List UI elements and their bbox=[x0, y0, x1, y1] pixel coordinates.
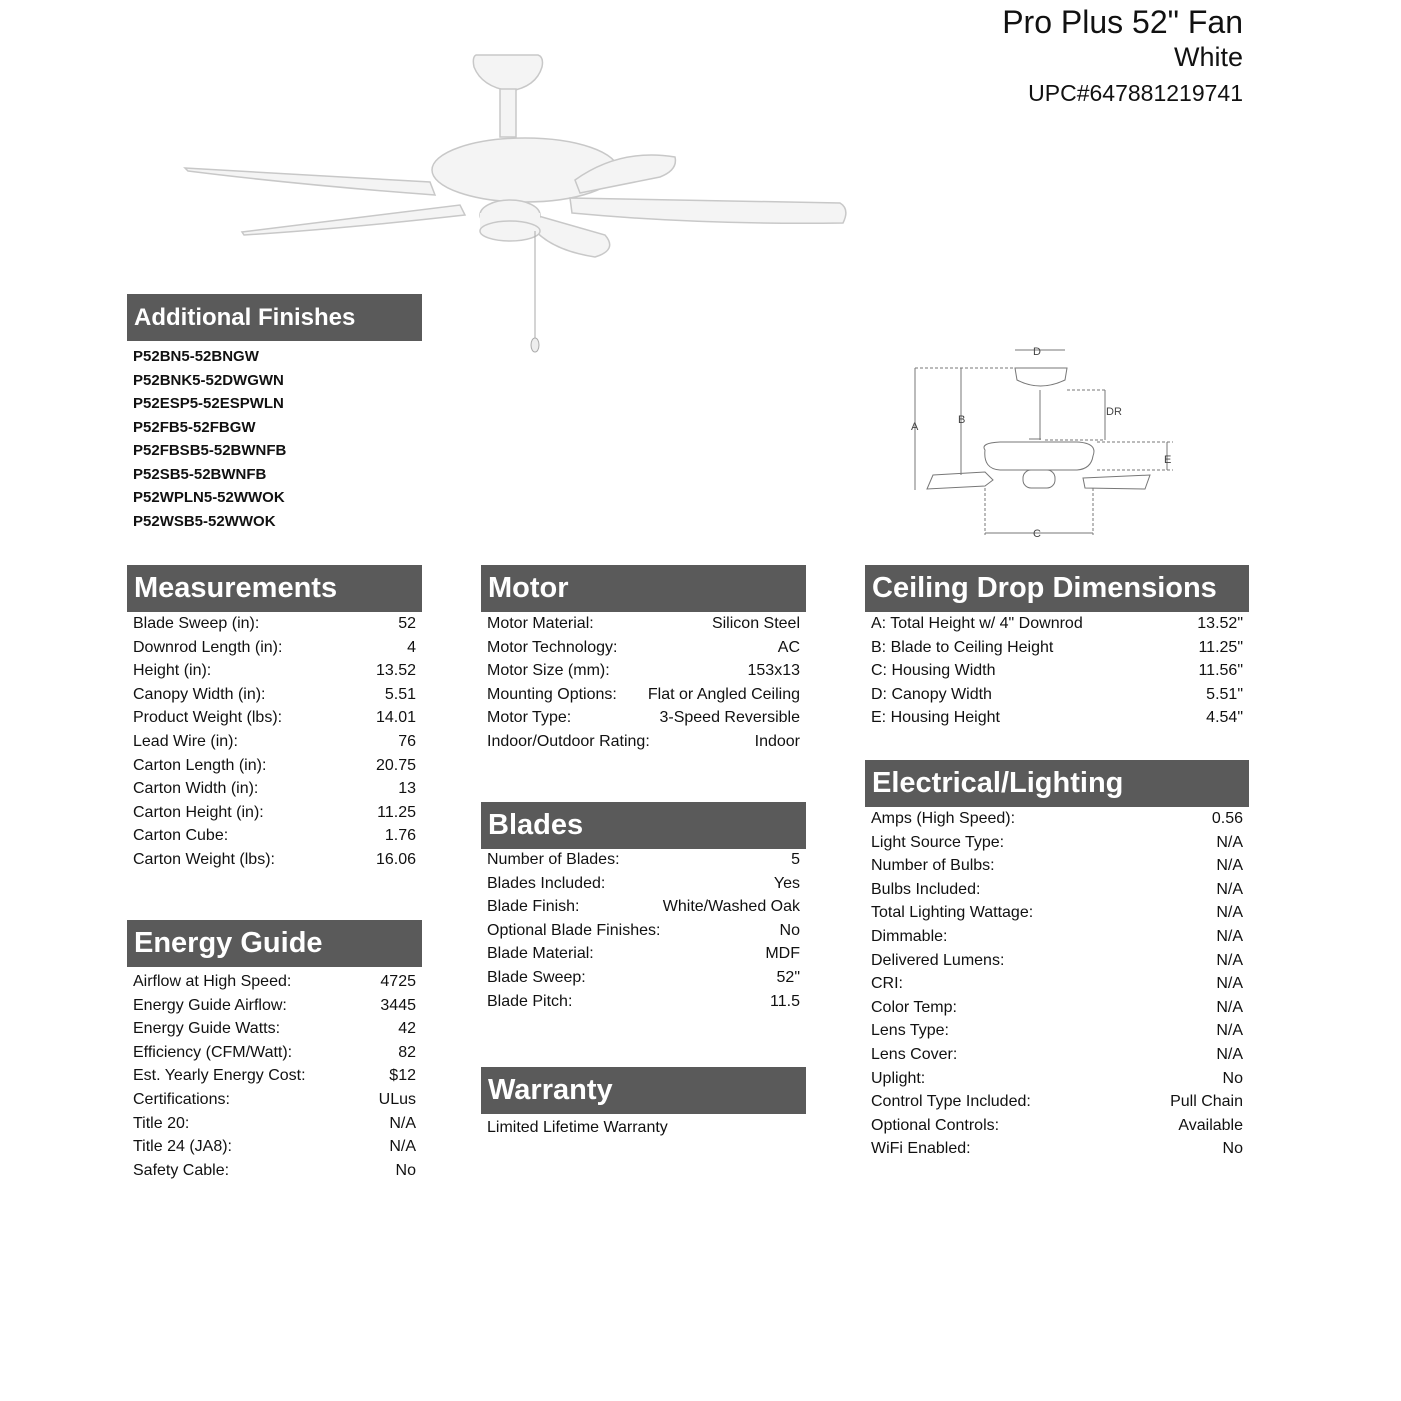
finish-item: P52WPLN5-52WWOK bbox=[133, 489, 285, 506]
spec-value: N/A bbox=[1216, 975, 1243, 993]
spec-row bbox=[487, 848, 800, 872]
spec-value: N/A bbox=[1216, 857, 1243, 875]
spec-label: Blade Material: bbox=[487, 945, 594, 963]
spec-row bbox=[871, 949, 1243, 973]
spec-label: Carton Length (in): bbox=[133, 756, 267, 774]
measurements-header: Measurements bbox=[127, 565, 422, 612]
spec-label: Motor Technology: bbox=[487, 638, 618, 656]
spec-row bbox=[133, 1112, 416, 1136]
spec-label: Blade Pitch: bbox=[487, 992, 573, 1010]
finish-item: P52FBSB5-52BWNFB bbox=[133, 442, 287, 459]
spec-row bbox=[487, 872, 800, 896]
spec-label: Canopy Width (in): bbox=[133, 685, 266, 703]
diagram-label-dr: DR bbox=[1106, 406, 1122, 418]
additional-finishes-list bbox=[133, 345, 286, 533]
spec-label: Downrod Length (in): bbox=[133, 638, 283, 656]
spec-value: N/A bbox=[1216, 927, 1243, 945]
blades-table bbox=[487, 848, 800, 1013]
spec-row bbox=[133, 1159, 416, 1183]
spec-label: Mounting Options: bbox=[487, 685, 617, 703]
spec-row bbox=[487, 706, 800, 730]
spec-label: Blade Finish: bbox=[487, 898, 580, 916]
spec-value: 42 bbox=[398, 1020, 416, 1038]
spec-value: N/A bbox=[1216, 998, 1243, 1016]
spec-row bbox=[871, 996, 1243, 1020]
spec-value: Available bbox=[1178, 1116, 1243, 1134]
spec-value: $12 bbox=[389, 1067, 416, 1085]
additional-finishes-header: Additional Finishes bbox=[127, 294, 422, 341]
spec-value: Pull Chain bbox=[1170, 1093, 1243, 1111]
spec-row bbox=[871, 706, 1243, 730]
spec-value: 11.25 bbox=[377, 803, 416, 821]
spec-label: Number of Bulbs: bbox=[871, 857, 995, 875]
spec-row bbox=[871, 659, 1243, 683]
measurements-table bbox=[133, 612, 416, 872]
spec-value: N/A bbox=[389, 1114, 416, 1132]
spec-value: 3445 bbox=[380, 996, 416, 1014]
blades-header: Blades bbox=[481, 802, 806, 849]
spec-row bbox=[871, 1090, 1243, 1114]
spec-value: Silicon Steel bbox=[711, 615, 800, 632]
spec-label: WiFi Enabled: bbox=[871, 1140, 971, 1158]
spec-value: MDF bbox=[765, 945, 800, 963]
spec-value: N/A bbox=[1216, 1045, 1243, 1063]
spec-value: No bbox=[1222, 1140, 1243, 1158]
spec-value: Flat or Angled Ceiling bbox=[647, 685, 800, 703]
spec-label: Title 24 (JA8): bbox=[133, 1138, 232, 1156]
spec-row bbox=[871, 1114, 1243, 1138]
spec-value: 4725 bbox=[380, 973, 416, 990]
spec-label: Height (in): bbox=[133, 662, 212, 680]
spec-label: Indoor/Outdoor Rating: bbox=[487, 732, 650, 750]
spec-label: Delivered Lumens: bbox=[871, 951, 1005, 969]
spec-row bbox=[133, 801, 416, 825]
spec-label: Total Lighting Wattage: bbox=[871, 904, 1034, 922]
energy-guide-table bbox=[133, 970, 416, 1182]
spec-label: Carton Width (in): bbox=[133, 780, 259, 798]
spec-row bbox=[133, 1088, 416, 1112]
spec-row bbox=[871, 1067, 1243, 1091]
product-upc: UPC#647881219741 bbox=[1028, 80, 1243, 106]
spec-label: Dimmable: bbox=[871, 927, 948, 945]
spec-row bbox=[871, 1137, 1243, 1161]
spec-row bbox=[133, 824, 416, 848]
spec-value: 82 bbox=[398, 1043, 416, 1061]
spec-value: White/Washed Oak bbox=[662, 898, 800, 916]
spec-row bbox=[487, 612, 800, 636]
spec-row bbox=[133, 1135, 416, 1159]
spec-value: 20.75 bbox=[375, 756, 416, 774]
finish-item: P52BN5-52BNGW bbox=[133, 348, 259, 365]
spec-row bbox=[871, 972, 1243, 996]
spec-label: E: Housing Height bbox=[871, 709, 1000, 727]
product-finish: White bbox=[1173, 42, 1243, 72]
spec-value: 11.5 bbox=[770, 992, 800, 1010]
spec-value: N/A bbox=[1216, 833, 1243, 851]
finish-item: P52BNK5-52DWGWN bbox=[133, 371, 284, 389]
spec-label: Optional Blade Finishes: bbox=[487, 921, 661, 939]
spec-row bbox=[133, 848, 416, 872]
spec-label: Lead Wire (in): bbox=[133, 732, 238, 750]
spec-label: D: Canopy Width bbox=[871, 685, 992, 703]
diagram-label-a: A bbox=[911, 421, 919, 433]
spec-value: 0.56 bbox=[1211, 810, 1243, 827]
spec-row bbox=[487, 942, 800, 966]
spec-value: Yes bbox=[773, 874, 800, 892]
spec-label: Lens Cover: bbox=[871, 1045, 958, 1063]
spec-row bbox=[133, 683, 416, 707]
spec-row bbox=[133, 777, 416, 801]
warranty-header: Warranty bbox=[481, 1067, 806, 1114]
spec-value: 5.51 bbox=[384, 685, 416, 703]
spec-label: Blade Sweep (in): bbox=[133, 615, 260, 632]
spec-value: N/A bbox=[1216, 904, 1243, 922]
spec-value: 16.06 bbox=[375, 850, 416, 868]
spec-label: Amps (High Speed): bbox=[871, 810, 1016, 827]
spec-value: No bbox=[1222, 1069, 1243, 1087]
spec-row bbox=[133, 706, 416, 730]
spec-label: Safety Cable: bbox=[133, 1161, 230, 1179]
spec-row bbox=[487, 659, 800, 683]
spec-label: Lens Type: bbox=[871, 1022, 949, 1040]
spec-value: 153x13 bbox=[747, 662, 800, 680]
spec-row bbox=[133, 612, 416, 636]
spec-value: N/A bbox=[1216, 951, 1243, 969]
spec-row bbox=[133, 994, 416, 1018]
spec-row bbox=[871, 878, 1243, 902]
spec-value: AC bbox=[777, 638, 800, 656]
spec-row bbox=[133, 636, 416, 660]
spec-value: 5.51" bbox=[1206, 685, 1243, 703]
spec-value: 13 bbox=[398, 780, 416, 798]
spec-row bbox=[487, 636, 800, 660]
spec-row bbox=[871, 831, 1243, 855]
spec-label: Motor Type: bbox=[487, 709, 572, 727]
spec-value: No bbox=[395, 1161, 416, 1179]
spec-row bbox=[133, 730, 416, 754]
spec-row bbox=[871, 901, 1243, 925]
spec-label: Blade Sweep: bbox=[487, 968, 586, 986]
spec-row bbox=[487, 730, 800, 754]
finish-item: P52ESP5-52ESPWLN bbox=[133, 395, 284, 412]
diagram-label-c: C bbox=[1033, 528, 1041, 540]
spec-row bbox=[871, 636, 1243, 660]
spec-row bbox=[487, 966, 800, 990]
spec-value: 1.76 bbox=[384, 827, 416, 845]
spec-value: 13.52 bbox=[375, 662, 416, 680]
spec-value: 4 bbox=[407, 638, 416, 656]
spec-value: 5 bbox=[791, 851, 800, 868]
spec-label: Color Temp: bbox=[871, 998, 957, 1016]
spec-row bbox=[871, 1043, 1243, 1067]
spec-row bbox=[871, 925, 1243, 949]
spec-label: Efficiency (CFM/Watt): bbox=[133, 1043, 293, 1061]
spec-row bbox=[133, 659, 416, 683]
spec-value: N/A bbox=[1216, 880, 1243, 898]
spec-label: Motor Size (mm): bbox=[487, 662, 610, 680]
product-name: Pro Plus 52" Fan bbox=[1002, 4, 1243, 40]
spec-value: 11.25" bbox=[1198, 638, 1243, 656]
spec-row bbox=[487, 919, 800, 943]
spec-value: 52" bbox=[776, 968, 800, 986]
spec-label: A: Total Height w/ 4" Downrod bbox=[871, 615, 1083, 632]
spec-label: Airflow at High Speed: bbox=[133, 973, 292, 990]
motor-header: Motor bbox=[481, 565, 806, 612]
dimension-diagram bbox=[905, 340, 1185, 545]
finish-item: P52FB5-52FBGW bbox=[133, 418, 256, 436]
spec-value: 11.56" bbox=[1198, 662, 1243, 680]
spec-value: N/A bbox=[389, 1138, 416, 1156]
spec-label: Optional Controls: bbox=[871, 1116, 1000, 1134]
spec-label: Energy Guide Airflow: bbox=[133, 996, 287, 1014]
spec-label: Carton Height (in): bbox=[133, 803, 264, 821]
spec-label: Certifications: bbox=[133, 1090, 230, 1108]
spec-value: 76 bbox=[398, 732, 416, 750]
spec-label: Uplight: bbox=[871, 1069, 926, 1087]
diagram-label-b: B bbox=[958, 414, 966, 426]
warranty-text: Limited Lifetime Warranty bbox=[487, 1119, 668, 1136]
spec-value: 14.01 bbox=[375, 709, 416, 727]
ceiling-drop-header: Ceiling Drop Dimensions bbox=[865, 565, 1249, 612]
spec-row bbox=[487, 990, 800, 1014]
spec-label: Carton Cube: bbox=[133, 827, 229, 845]
spec-label: Light Source Type: bbox=[871, 833, 1005, 851]
spec-value: 52 bbox=[398, 615, 416, 632]
spec-row bbox=[487, 683, 800, 707]
spec-label: Product Weight (lbs): bbox=[133, 709, 283, 727]
finish-item: P52WSB5-52WWOK bbox=[133, 512, 276, 530]
electrical-table bbox=[871, 807, 1243, 1161]
spec-value: No bbox=[779, 921, 800, 939]
diagram-label-e: E bbox=[1164, 454, 1172, 466]
spec-value: N/A bbox=[1216, 1022, 1243, 1040]
spec-label: Blades Included: bbox=[487, 874, 606, 892]
finish-item: P52SB5-52BWNFB bbox=[133, 465, 267, 483]
spec-row bbox=[133, 1041, 416, 1065]
spec-value: 3-Speed Reversible bbox=[659, 709, 800, 727]
spec-row bbox=[133, 754, 416, 778]
spec-label: Control Type Included: bbox=[871, 1093, 1031, 1111]
spec-label: Bulbs Included: bbox=[871, 880, 981, 898]
spec-row bbox=[133, 970, 416, 994]
spec-value: 13.52" bbox=[1197, 615, 1243, 632]
spec-label: C: Housing Width bbox=[871, 662, 996, 680]
spec-label: Energy Guide Watts: bbox=[133, 1020, 281, 1038]
spec-label: Title 20: bbox=[133, 1114, 190, 1132]
spec-row bbox=[871, 807, 1243, 831]
spec-label: Number of Blades: bbox=[487, 851, 620, 868]
spec-value: 4.54" bbox=[1206, 709, 1243, 727]
spec-label: CRI: bbox=[871, 975, 903, 993]
spec-row bbox=[871, 1019, 1243, 1043]
ceiling-drop-table bbox=[871, 612, 1243, 730]
motor-table bbox=[487, 612, 800, 754]
spec-row bbox=[871, 683, 1243, 707]
spec-row bbox=[133, 1017, 416, 1041]
diagram-label-d: D bbox=[1033, 346, 1041, 358]
spec-value: ULus bbox=[378, 1090, 416, 1108]
electrical-header: Electrical/Lighting bbox=[865, 760, 1249, 807]
spec-row bbox=[133, 1064, 416, 1088]
spec-label: Motor Material: bbox=[487, 615, 594, 632]
spec-value: Indoor bbox=[754, 732, 800, 750]
spec-label: Est. Yearly Energy Cost: bbox=[133, 1067, 306, 1085]
spec-row bbox=[871, 854, 1243, 878]
spec-row bbox=[487, 895, 800, 919]
spec-row bbox=[871, 612, 1243, 636]
spec-label: Carton Weight (lbs): bbox=[133, 850, 275, 868]
energy-guide-header: Energy Guide bbox=[127, 920, 422, 967]
spec-label: B: Blade to Ceiling Height bbox=[871, 638, 1054, 656]
